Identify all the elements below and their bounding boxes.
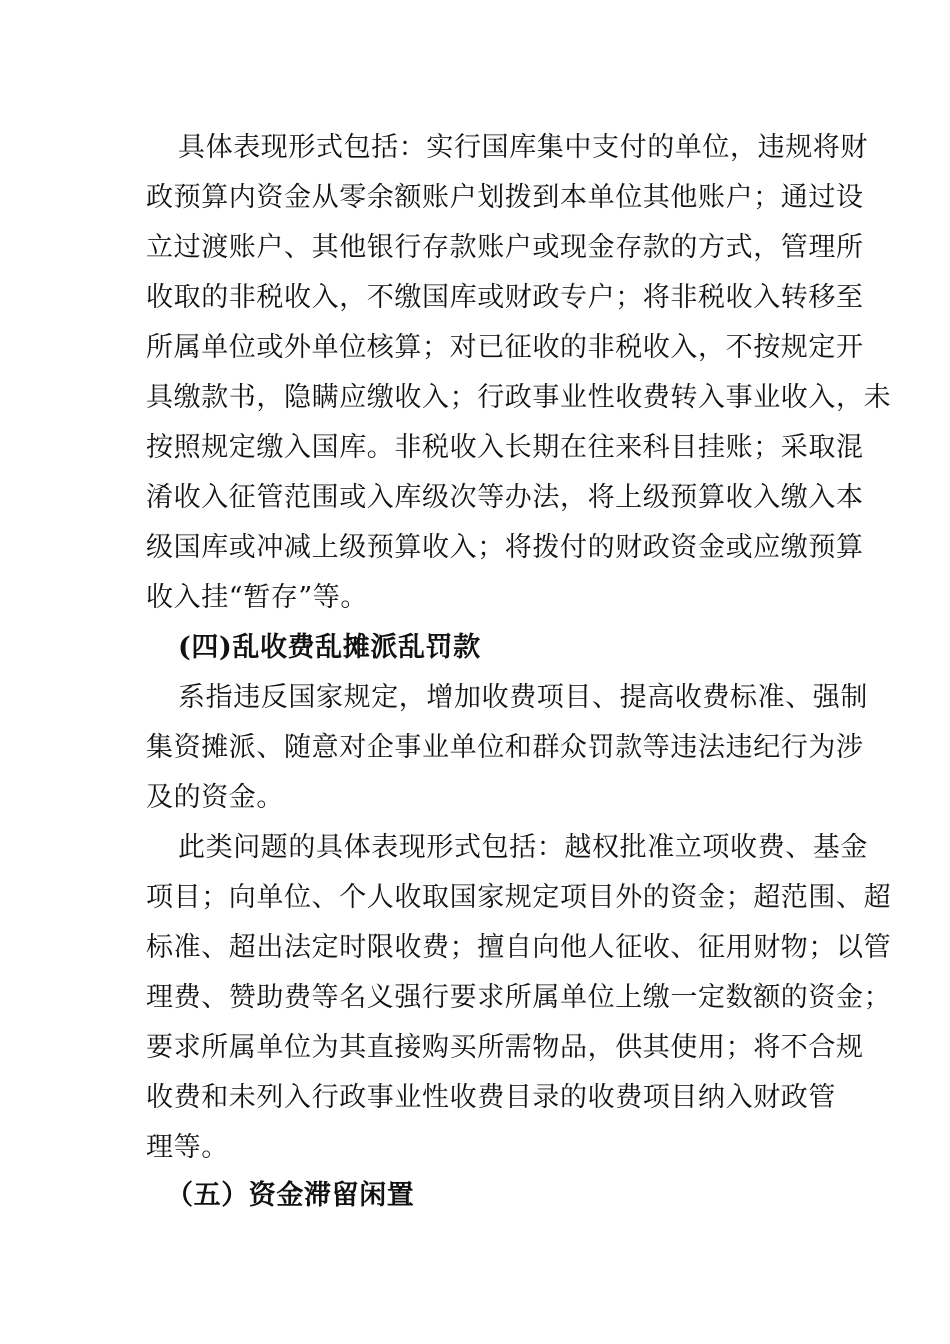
paragraph-3-line-5: 要求所属单位为其直接购买所需物品，供其使用；将不合规 (146, 1032, 864, 1063)
paragraph-3-line-7: 理等。 (146, 1132, 229, 1163)
paragraph-1-line-4: 收取的非税收入，不缴国库或财政专户；将非税收入转移至 (146, 282, 864, 313)
section-heading-4: (四)乱收费乱摊派乱罚款 (178, 632, 481, 663)
paragraph-2-line-2: 集资摊派、随意对企事业单位和群众罚款等违法违纪行为涉 (146, 732, 864, 763)
paragraph-1-line-2: 政预算内资金从零余额账户划拨到本单位其他账户；通过设 (146, 182, 864, 213)
section-heading-5: （五）资金滞留闲置 (166, 1180, 415, 1211)
paragraph-3-line-1: 此类问题的具体表现形式包括：越权批准立项收费、基金 (178, 832, 868, 863)
paragraph-1-line-7: 按照规定缴入国库。非税收入长期在往来科目挂账；采取混 (146, 432, 864, 463)
paragraph-3-line-4: 理费、赞助费等名义强行要求所属单位上缴一定数额的资金； (146, 982, 892, 1013)
paragraph-1-line-6: 具缴款书，隐瞒应缴收入；行政事业性收费转入事业收入，未 (146, 382, 892, 413)
paragraph-2-line-3: 及的资金。 (146, 782, 284, 813)
paragraph-3-line-2: 项目；向单位、个人收取国家规定项目外的资金；超范围、超 (146, 882, 892, 913)
paragraph-1-line-1: 具体表现形式包括：实行国库集中支付的单位，违规将财 (178, 132, 868, 163)
paragraph-1-line-10: 收入挂“暂存”等。 (146, 582, 369, 613)
paragraph-1-line-5: 所属单位或外单位核算；对已征收的非税收入，不按规定开 (146, 332, 864, 363)
paragraph-2-line-1: 系指违反国家规定，增加收费项目、提高收费标准、强制 (178, 682, 868, 713)
paragraph-3-line-6: 收费和未列入行政事业性收费目录的收费项目纳入财政管 (146, 1082, 836, 1113)
paragraph-1-line-9: 级国库或冲减上级预算收入；将拨付的财政资金或应缴预算 (146, 532, 864, 563)
paragraph-1-line-3: 立过渡账户、其他银行存款账户或现金存款的方式，管理所 (146, 232, 864, 263)
paragraph-1-line-8: 淆收入征管范围或入库级次等办法，将上级预算收入缴入本 (146, 482, 864, 513)
paragraph-3-line-3: 标准、超出法定时限收费；擅自向他人征收、征用财物；以管 (146, 932, 892, 963)
